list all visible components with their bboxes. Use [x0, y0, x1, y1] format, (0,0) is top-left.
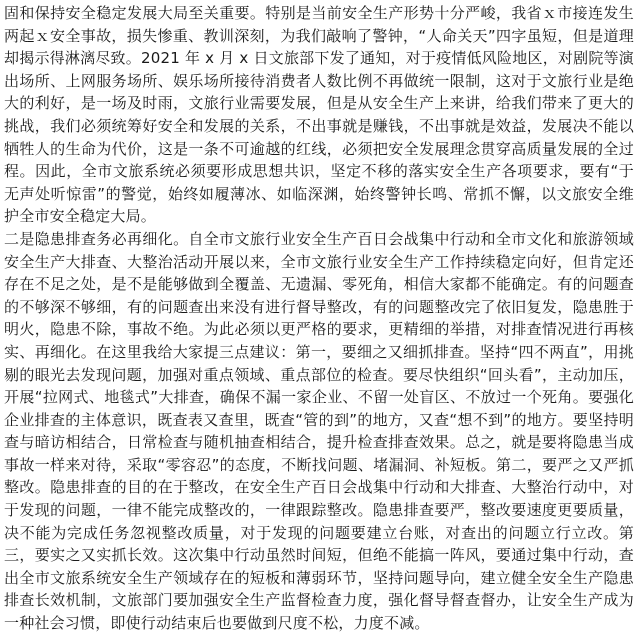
paragraph-hazard-inspection: 二是隐患排查务必再细化。自全市文旅行业安全生产百日会战集中行动和全市文化和旅游领域安全生产大排查、大整治活动开展以来，全市文旅行业安全生产工作持续稳定向好，但肯定还存在不足之处，是不是能够做到全覆盖、无遗漏、零死角，相信大家都不能确定。有的问题查的不够深不够细，有的问题查出来没有进行督导整改，有的问题整改完了依旧复发，隐患胜于明火，隐患不除，事故不绝。为此必须以更严格的要求，更精细的举措，对排查情况进行再核实、再细化。在这里我给大家提三点建议：第一，要细之又细抓排查。坚持“四不两直”，用挑剔的眼光去发现问题，加强对重点领域、重点部位的检查。要尽快组织“回头看”，主动加压，开展“拉网式、地毯式”大排查，确保不漏一家企业、不留一处盲区、不放过一个死角。要强化企业排查的主体意识，既查表又查里，既查“管的到”的地方，又查“想不到”的地方。要坚持明查与暗访相结合，日常检查与随机抽查相结合，提升检查排查效果。总之，就是要将隐患当成事故一样来对待，采取“零容忍”的态度，不断找问题、堵漏洞、补短板。第二，要严之又严抓整改。隐患排查的目的在于整改，在安全生产百日会战集中行动和大排查、大整治行动中，对于发现的问题，一律不能完成整改的，一律跟踪整改。隐患排查要严，整改要速度更要质量，决不能为完成任务忽视整改质量，对于发现的问题要建立台账，对查出的问题立行立改。第三，要实之又实抓长效。这次集中行动虽然时间短，但绝不能搞一阵风，要通过集中行动，查出全市文旅系统安全生产领域存在的短板和薄弱环节，坚持问题导向，建立健全安全生产隐患排查长效机制，文旅部门要加强安全生产监督检查力度，强化督导督查督办，让安全生产成为一种社会习惯，即使行动结束后也要做到尺度不松，力度不减。 [4, 229, 634, 633]
paragraph-safety-development: 固和保持安全稳定发展大局至关重要。特别是当前安全生产形势十分严峻，我省ｘ市接连发生两起ｘ安全事故，损失惨重、教训深刻，为我们敲响了警钟，“人命关天”四字虽短，但是道理却揭示得淋漓尽致。2021 年 x 月 x 日文旅部下发了通知，对于疫情低风险地区，对剧院等演出场所、上网服务场所、娱乐场所接待消费者人数比例不再做统一限制，这对于文旅行业是绝大的利好，是一场及时雨，文旅行业需要发展，但是从安全生产上来讲，给我们带来了更大的挑战，我们必须统筹好安全和发展的关系，不出事就是赚钱，不出事就是效益，发展决不能以牺牲人的生命为代价，这是一条不可逾越的红线，必须把安全发展理念贯穿高质量发展的全过程。因此，全市文旅系统必须要形成思想共识，坚定不移的落实安全生产各项要求，要有“于无声处听惊雷”的警觉，始终如履薄冰、如临深渊，始终警钟长鸣、常抓不懈，以文旅安全维护全市安全稳定大局。 [4, 4, 634, 226]
document-body [4, 2, 634, 635]
